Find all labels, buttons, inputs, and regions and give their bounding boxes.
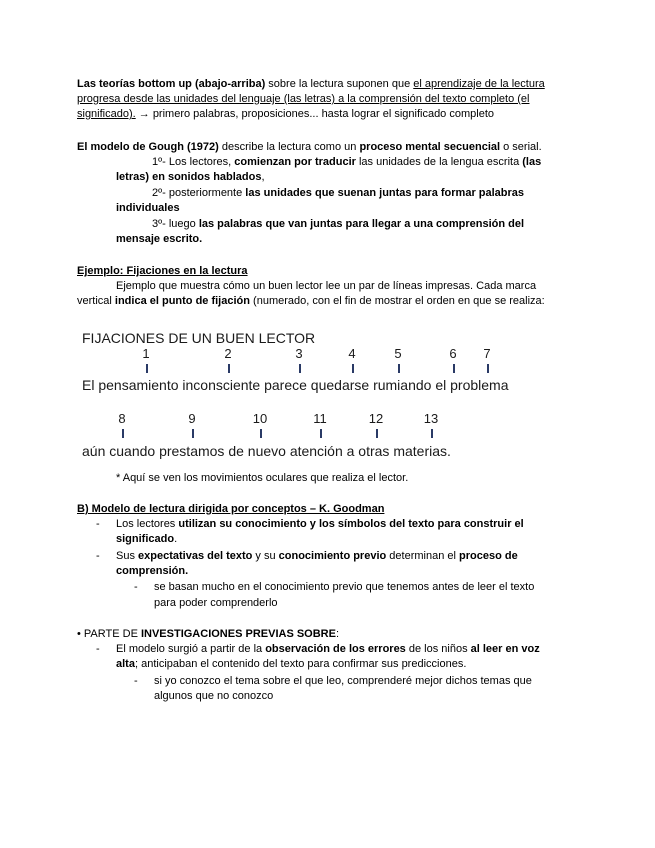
gough-step-2-cont: individuales [116, 202, 180, 214]
figure-sentence-1: El pensamiento inconsciente parece quedarse rumiando el problema [82, 377, 509, 393]
fixation-mark [122, 429, 124, 438]
goodman-bullet-2-cont: comprensión. [116, 565, 189, 577]
intro-line-1: Las teorías bottom up (abajo-arriba) sobre la lectura suponen que el aprendizaje de la lectura [77, 78, 545, 90]
parte-heading: • PARTE DE INVESTIGACIONES PREVIAS SOBRE: [77, 628, 340, 640]
gough-step-1-cont: letras) en sonidos hablados, [116, 171, 265, 183]
parte-bullet-1-cont: alta; anticipaban el contenido del texto para confirmar sus predicciones. [116, 658, 467, 670]
figure-title: FIJACIONES DE UN BUEN LECTOR [82, 330, 316, 346]
goodman-bullet-1: Los lectores utilizan su conocimiento y los símbolos del texto para construir el [116, 518, 524, 530]
fixation-mark [352, 364, 354, 373]
gough-line-1: El modelo de Gough (1972) describe la lectura como un proceso mental secuencial o serial. [77, 141, 542, 153]
goodman-title: B) Modelo de lectura dirigida por conceptos – K. Goodman [77, 503, 385, 515]
fixation-number: 13 [423, 411, 439, 426]
fixation-number: 7 [483, 346, 491, 361]
fixation-mark [487, 364, 489, 373]
fixation-mark [376, 429, 378, 438]
parte-sub-bullet-cont: algunos que no conozco [154, 690, 274, 702]
fixation-number: 9 [188, 411, 196, 426]
fixation-number: 1 [142, 346, 150, 361]
intro-line-2: progresa desde las unidades del lenguaje (las letras) a la comprensión del texto completo (el [77, 93, 530, 105]
goodman-sub-bullet-cont: para poder comprenderlo [154, 597, 278, 609]
goodman-bullet-2: Sus expectativas del texto y su conocimiento previo determinan el proceso de [116, 550, 518, 562]
fixation-mark [146, 364, 148, 373]
fixation-mark [431, 429, 433, 438]
intro-line-3: significado). → primero palabras, proposiciones... hasta lograr el significado completo [77, 108, 494, 120]
gough-step-3: 3º- luego las palabras que van juntas para llegar a una comprensión del [152, 218, 525, 230]
figure-footnote: * Aquí se ven los movimientos oculares que realiza el lector. [116, 472, 409, 484]
fixation-mark [398, 364, 400, 373]
fixation-number: 5 [394, 346, 402, 361]
fixation-number: 10 [252, 411, 268, 426]
fixation-number: 6 [449, 346, 457, 361]
gough-step-1: 1º- Los lectores, comienzan por traducir las unidades de la lengua escrita (las [152, 156, 542, 168]
parte-sub-bullet: si yo conozco el tema sobre el que leo, comprenderé mejor dichos temas que [154, 675, 532, 687]
fixation-mark [192, 429, 194, 438]
fixation-number: 4 [348, 346, 356, 361]
ejemplo-title: Ejemplo: Fijaciones en la lectura [77, 265, 248, 277]
fixation-mark [320, 429, 322, 438]
ejemplo-line-1: Ejemplo que muestra cómo un buen lector lee un par de líneas impresas. Cada marca [116, 280, 537, 292]
fixation-mark [260, 429, 262, 438]
fixation-number: 8 [118, 411, 126, 426]
fixation-mark [299, 364, 301, 373]
bullet-dash: - [96, 550, 100, 562]
goodman-bullet-1-cont: significado. [116, 533, 178, 545]
fixation-mark [453, 364, 455, 373]
fixation-number: 12 [368, 411, 384, 426]
sub-bullet-dash: - [134, 581, 138, 593]
bullet-dash: - [96, 643, 100, 655]
goodman-sub-bullet: se basan mucho en el conocimiento previo que tenemos antes de leer el texto [154, 581, 535, 593]
gough-step-3-cont: mensaje escrito. [116, 233, 203, 245]
fixation-mark [228, 364, 230, 373]
ejemplo-line-2: vertical indica el punto de fijación (numerado, con el fin de mostrar el orden en que se realiza: [77, 295, 545, 307]
fixation-number: 3 [295, 346, 303, 361]
parte-bullet-1: El modelo surgió a partir de la observación de los errores de los niños al leer en voz [116, 643, 540, 655]
gough-step-2: 2º- posteriormente las unidades que suenan juntas para formar palabras [152, 187, 525, 199]
fixation-number: 11 [313, 411, 327, 426]
bullet-dash: - [96, 518, 100, 530]
figure-sentence-2: aún cuando prestamos de nuevo atención a otras materias. [82, 443, 451, 459]
fixation-number: 2 [224, 346, 232, 361]
sub-bullet-dash: - [134, 675, 138, 687]
